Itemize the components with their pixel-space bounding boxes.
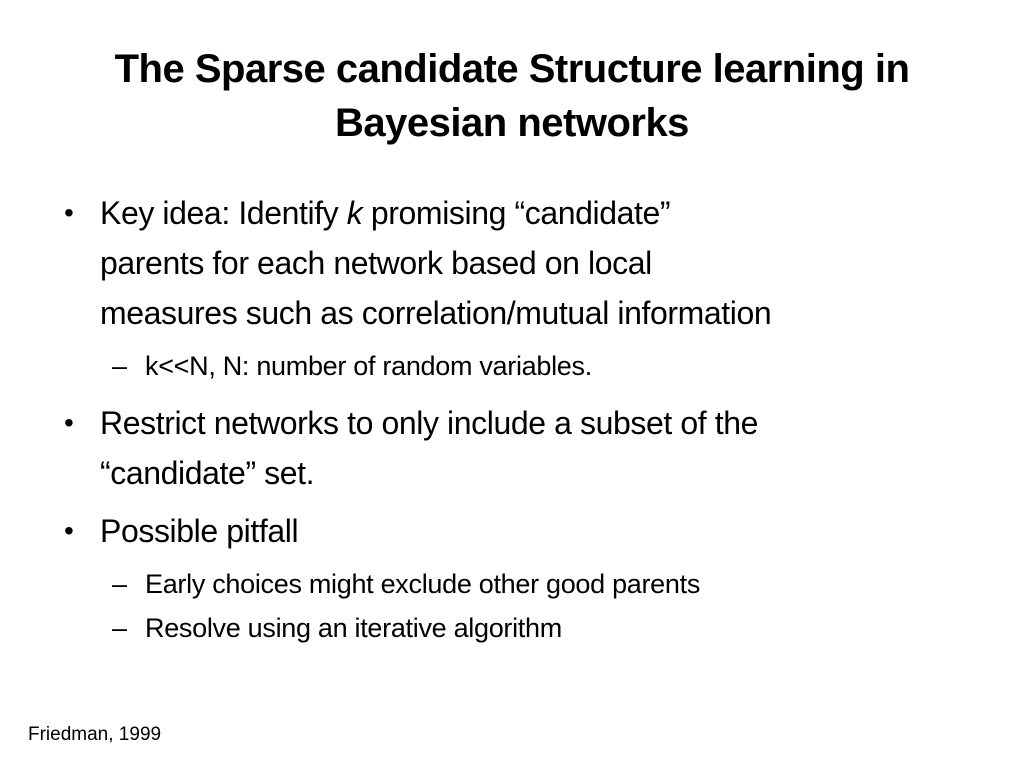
dash-icon: –	[112, 613, 127, 643]
bullet-dot-icon: •	[64, 407, 74, 438]
bullet-text-line	[100, 188, 980, 238]
slide-title	[40, 42, 984, 150]
emphasis-k: k	[346, 195, 363, 231]
citation-footer: Friedman, 1999	[28, 724, 162, 745]
title-line-1: The Sparse candidate Structure learning in	[114, 47, 910, 91]
bullet-text-line: measures such as correlation/mutual information	[100, 295, 772, 331]
slide-body	[60, 188, 980, 660]
bullet-text: promising “candidate”	[362, 195, 671, 231]
sub-bullet-group	[60, 344, 980, 388]
bullet-text-line: parents for each network based on local	[100, 245, 652, 281]
bullet-text-line: Restrict networks to only include a subset of the	[100, 405, 759, 441]
sub-bullet-text: Early choices might exclude other good parents	[145, 569, 701, 599]
sub-bullet-text: k<<N, N: number of random variables.	[145, 351, 592, 381]
sub-bullet	[60, 562, 980, 606]
bullet-dot-icon: •	[64, 515, 74, 546]
bullet-text: Key idea: Identify	[100, 195, 347, 231]
sub-bullet	[60, 606, 980, 650]
bullet-text-line: Possible pitfall	[100, 513, 299, 549]
sub-bullet	[60, 344, 980, 388]
dash-icon: –	[112, 569, 127, 599]
bullet-restrict-networks	[60, 398, 980, 498]
bullet-dot-icon: •	[64, 197, 74, 228]
dash-icon: –	[112, 351, 127, 381]
title-line-2: Bayesian networks	[335, 101, 689, 145]
bullet-key-idea	[60, 188, 980, 338]
bullet-text-line: “candidate” set.	[100, 455, 315, 491]
sub-bullet-text: Resolve using an iterative algorithm	[145, 613, 562, 643]
sub-bullet-group	[60, 562, 980, 650]
bullet-possible-pitfall	[60, 506, 980, 556]
